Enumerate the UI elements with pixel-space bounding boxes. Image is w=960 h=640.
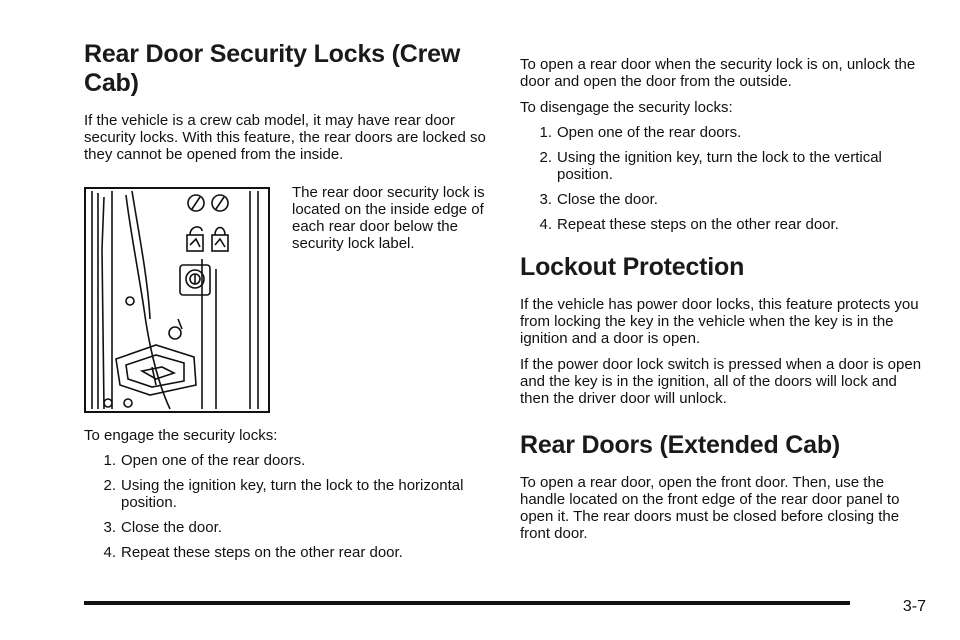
section-heading-security-locks: Rear Door Security Locks (Crew Cab) [84,40,461,97]
engage-steps-list [84,452,496,561]
right-column [520,56,930,542]
list-item: 1. Open one of the rear doors. [103,452,306,469]
disengage-steps-list [520,124,930,233]
lockout-paragraph-2: If the power door lock switch is pressed when a door is open and the key is in the ignition, all of the doors will lock and then the driver door will unlock. [520,356,922,407]
engage-intro: To engage the security locks: [84,427,278,444]
footer-rule [84,601,850,605]
figure-row [84,184,496,413]
door-lock-illustration [84,187,270,413]
figure-caption: The rear door security lock is located on the inside edge of each rear door below the security lock label. [292,184,485,252]
list-item: 4. Repeat these steps on the other rear door. [103,544,403,561]
list-item: 3. Close the door. [103,519,222,536]
list-item: 2. Using the ignition key, turn the lock to the vertical position. [539,149,882,183]
intro-paragraph: If the vehicle is a crew cab model, it may have rear door security locks. With this feature, the rear doors are locked so they cannot be opened from the inside. [84,112,486,163]
section-heading-rear-doors: Rear Doors (Extended Cab) [520,431,841,459]
disengage-intro: To disengage the security locks: [520,99,733,116]
open-door-paragraph: To open a rear door when the security lock is on, unlock the door and open the door from the outside. [520,56,916,90]
door-edge-drawing [86,189,268,411]
page-number: 3-7 [902,598,926,615]
section-heading-lockout: Lockout Protection [520,253,745,281]
list-item: 2. Using the ignition key, turn the lock to the horizontal position. [103,477,464,511]
rear-doors-paragraph: To open a rear door, open the front door. Then, use the handle located on the front edge of the rear door panel to open it. The rear doors must be closed before closing the front door. [520,474,900,542]
list-item: 1. Open one of the rear doors. [539,124,742,141]
list-item: 4. Repeat these steps on the other rear door. [539,216,839,233]
left-column [84,40,496,561]
list-item: 3. Close the door. [539,191,658,208]
lockout-paragraph-1: If the vehicle has power door locks, this feature protects you from locking the key in the vehicle when the key is in the ignition and a door is open. [520,296,919,347]
